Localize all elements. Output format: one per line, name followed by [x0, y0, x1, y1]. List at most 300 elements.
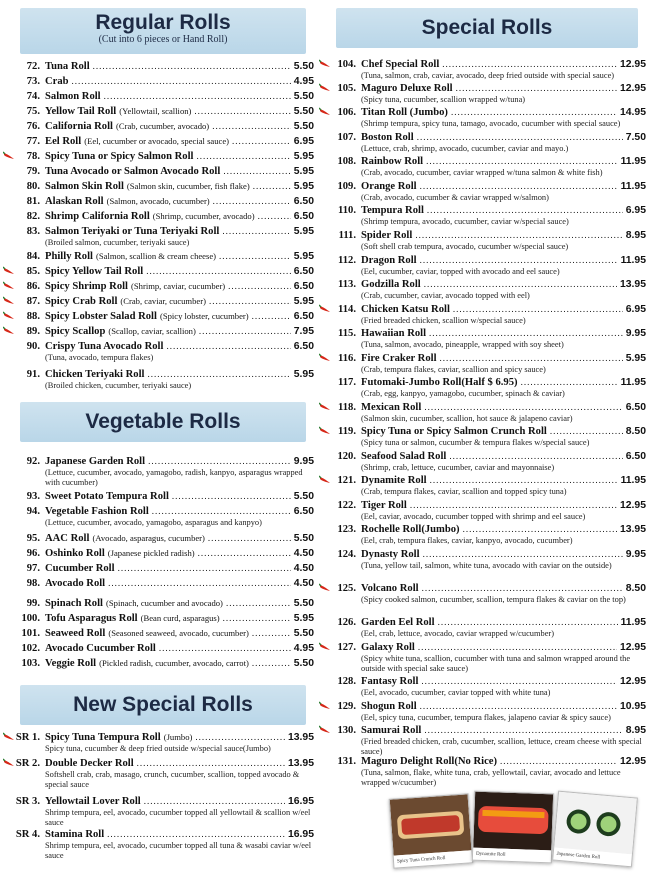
menu-item-line	[326, 254, 646, 267]
item-price: 9.95	[293, 456, 314, 467]
item-price: 11.95	[620, 377, 646, 388]
item-description: (Tuna, yellow tail, salmon, white tuna, avocado with caviar on the outside)	[361, 561, 612, 570]
leader-dots	[424, 401, 622, 413]
item-name: Spinach Roll	[45, 598, 103, 609]
item-name: Galaxy Roll	[361, 642, 415, 653]
item-name: Maguro Deluxe Roll	[361, 83, 453, 94]
item-number: 93.	[26, 491, 40, 502]
menu-item	[10, 265, 314, 278]
menu-item	[10, 657, 314, 670]
leader-dots	[226, 597, 291, 609]
menu-item	[326, 582, 646, 605]
item-description: (Tuna, salmon, avocado, pineapple, wrapped with soy sheet)	[361, 340, 564, 349]
item-inline-description: (Yellowtail, scallion)	[119, 106, 192, 116]
item-description: (Shrimp tempura, avocado, cucumber, caviar w/special sauce)	[361, 217, 569, 226]
menu-item	[326, 278, 646, 301]
item-name: Maguro Delight Roll(No Rice)	[361, 756, 498, 767]
item-number: 82.	[26, 211, 40, 222]
item-price: 6.50	[625, 451, 646, 462]
leader-dots	[422, 582, 623, 594]
item-price: 5.95	[293, 251, 314, 262]
item-inline-description: (Salmon skin, cucumber, fish flake)	[126, 181, 250, 191]
menu-item-line	[326, 376, 646, 389]
item-description: (Crab, avocado, cucumber & caviar wrapped w/salmon)	[361, 193, 549, 202]
item-inline-description: (Pickled radish, cucumber, avocado, carrot)	[99, 658, 249, 668]
item-price: 5.50	[293, 628, 314, 639]
spicy-chili-icon	[319, 642, 331, 651]
menu-item-line	[326, 616, 646, 629]
menu-item	[10, 250, 314, 263]
leader-dots	[208, 532, 291, 544]
menu-item	[10, 325, 314, 338]
item-number: SR 2.	[15, 758, 40, 769]
vegetable-rolls-title: Vegetable Rolls	[85, 410, 241, 433]
menu-item	[10, 90, 314, 103]
leader-dots	[159, 642, 291, 654]
item-name: Fantasy Roll	[361, 676, 419, 687]
menu-item	[10, 105, 314, 118]
leader-dots	[463, 523, 617, 535]
new-special-rolls-header	[20, 685, 306, 725]
menu-item-line	[326, 450, 646, 463]
item-price: 13.95	[619, 524, 646, 535]
item-name: Spicy Yellow Tail Roll	[45, 266, 144, 277]
spicy-chili-icon	[319, 107, 331, 116]
menu-item-line	[10, 627, 314, 640]
menu-item-line	[10, 562, 314, 575]
menu-item	[10, 627, 314, 640]
leader-dots	[451, 106, 617, 118]
item-price: 11.95	[620, 475, 646, 486]
item-price: 4.95	[293, 76, 314, 87]
leader-dots	[219, 250, 291, 262]
item-name: Godzilla Roll	[361, 279, 421, 290]
leader-dots	[429, 327, 623, 339]
item-description: (Tuna, avocado, tempura flakes)	[45, 353, 154, 362]
item-description: (Fried breaded chicken, crab, cucumber, scallion, lettuce, cream cheese with special sauce)	[361, 737, 642, 756]
spicy-chili-icon	[319, 83, 331, 92]
item-price: 8.95	[625, 230, 646, 241]
item-number: 124.	[337, 549, 356, 560]
spicy-chili-icon	[319, 583, 331, 592]
item-name: Tuna Roll	[45, 61, 90, 72]
item-number: 106.	[337, 107, 356, 118]
menu-item-line	[10, 547, 314, 560]
menu-item-line	[10, 120, 314, 133]
leader-dots	[232, 135, 291, 147]
spicy-chili-icon	[319, 475, 331, 484]
item-name: Hawaiian Roll	[361, 328, 427, 339]
leader-dots	[107, 828, 285, 840]
item-name: Samurai Roll	[361, 725, 422, 736]
leader-dots	[118, 562, 291, 574]
item-name: Philly Roll	[45, 251, 93, 262]
leader-dots	[550, 425, 623, 437]
menu-item-line	[10, 150, 314, 163]
item-number: 92.	[26, 456, 40, 467]
leader-dots	[424, 278, 617, 290]
menu-item-line	[326, 106, 646, 119]
leader-dots	[500, 755, 617, 767]
menu-item-line	[10, 165, 314, 178]
item-number: 79.	[26, 166, 40, 177]
leader-dots	[258, 210, 291, 222]
item-name: Spicy Shrimp Roll	[45, 281, 129, 292]
menu-item	[326, 327, 646, 350]
item-number: 91.	[26, 369, 40, 380]
item-description: (Broiled chicken, cucumber, teriyaki sauce)	[45, 381, 192, 390]
item-price: 5.95	[293, 181, 314, 192]
item-number: 86.	[26, 281, 40, 292]
item-description: (Lettuce, cucumber, avocado, yamagobo, radish, kanpyo, asparagus wrapped with cucumber)	[45, 468, 303, 487]
menu-item	[326, 58, 646, 81]
spicy-chili-icon	[3, 326, 15, 335]
item-price: 5.50	[293, 91, 314, 102]
item-name: Tiger Roll	[361, 500, 407, 511]
leader-dots	[194, 105, 290, 117]
item-number: 131.	[337, 756, 356, 767]
item-description: (Crab, cucumber, caviar, avocado topped with eel)	[361, 291, 530, 300]
menu-item-line	[10, 135, 314, 148]
menu-item	[10, 195, 314, 208]
item-number: 114.	[338, 304, 356, 315]
item-number: 130.	[337, 725, 356, 736]
menu-item-line	[326, 474, 646, 487]
item-number: 104.	[337, 59, 356, 70]
menu-item-line	[10, 225, 314, 238]
menu-item-line	[10, 490, 314, 503]
item-name: Chicken Teriyaki Roll	[45, 369, 145, 380]
item-name: Sweet Potato Tempura Roll	[45, 491, 169, 502]
item-price: 5.95	[293, 613, 314, 624]
item-name: Tofu Asparagus Roll	[45, 613, 138, 624]
menu-item-line	[10, 250, 314, 263]
spicy-chili-icon	[319, 304, 331, 313]
item-number: 89.	[26, 326, 40, 337]
menu-item-line	[10, 325, 314, 338]
item-number: 80.	[26, 181, 40, 192]
item-number: 85.	[26, 266, 40, 277]
item-number: 123.	[337, 524, 356, 535]
leader-dots	[195, 731, 285, 743]
menu-item	[10, 310, 314, 323]
item-name: Seafood Salad Roll	[361, 451, 447, 462]
item-description: (Eel, crab, tempura flakes, caviar, kanpyo, avocado, cucumber)	[361, 536, 573, 545]
sushi-image	[473, 792, 553, 851]
item-price: 5.50	[293, 533, 314, 544]
item-description: (Eel, crab, lettuce, avocado, caviar wrapped w/cucumber)	[361, 629, 554, 638]
leader-dots	[521, 376, 618, 388]
menu-item-line	[10, 612, 314, 625]
item-name: Spicy Tuna or Spicy Salmon Crunch Roll	[361, 426, 547, 437]
item-number: 128.	[337, 676, 356, 687]
item-name: Chicken Katsu Roll	[361, 304, 450, 315]
item-name: Crab	[45, 76, 69, 87]
menu-item	[326, 641, 646, 673]
menu-item	[326, 303, 646, 326]
leader-dots	[152, 505, 291, 517]
menu-item	[326, 450, 646, 473]
item-inline-description: (Japanese pickled radish)	[107, 548, 195, 558]
menu-item	[10, 135, 314, 148]
menu-item	[10, 731, 314, 754]
menu-item	[326, 204, 646, 227]
leader-dots	[104, 90, 291, 102]
menu-item	[10, 642, 314, 655]
item-name: Garden Eel Roll	[361, 617, 435, 628]
item-inline-description: (Shrimp, caviar, cucumber)	[131, 281, 226, 291]
item-price: 12.95	[619, 642, 646, 653]
item-number: 88.	[26, 311, 40, 322]
item-price: 6.50	[293, 266, 314, 277]
item-inline-description: (Spinach, cucumber and avocado)	[106, 598, 223, 608]
item-description: (Lettuce, crab, shrimp, avocado, cucumber, caviar and mayo.)	[361, 144, 569, 153]
item-description: (Lettuce, cucumber, avocado, yamagobo, asparagus and kanpyo)	[45, 518, 262, 527]
menu-item-line	[10, 577, 314, 590]
item-price: 13.95	[287, 732, 314, 743]
item-price: 8.50	[625, 426, 646, 437]
menu-item	[10, 225, 314, 248]
item-price: 12.95	[619, 676, 646, 687]
item-price: 8.95	[625, 725, 646, 736]
item-name: Crispy Tuna Avocado Roll	[45, 341, 164, 352]
menu-item	[326, 106, 646, 129]
menu-item-line	[10, 280, 314, 293]
item-inline-description: (Spicy lobster, cucumber)	[159, 311, 249, 321]
item-name: Shogun Roll	[361, 701, 417, 712]
item-name: California Roll	[45, 121, 113, 132]
item-price: 4.50	[293, 578, 314, 589]
item-number: 116.	[338, 353, 356, 364]
item-name: Tempura Roll	[361, 205, 424, 216]
item-number: 118.	[338, 402, 356, 413]
menu-item-line	[326, 82, 646, 95]
menu-item	[10, 368, 314, 391]
item-number: 113.	[338, 279, 356, 290]
item-description: (Crab, tempura flakes, caviar, scallion and spicy sauce)	[361, 365, 546, 374]
item-description: (Eel, spicy tuna, cucumber, tempura flakes, jalapeno caviar & spicy sauce)	[361, 713, 611, 722]
menu-item	[326, 376, 646, 399]
item-inline-description: (Crab, cucumber, avocado)	[115, 121, 210, 131]
item-description: Softshell crab, crab, masago, crunch, cucumber, scallion, topped avocado & special sauce	[45, 770, 300, 789]
item-price: 7.95	[293, 326, 314, 337]
menu-item-line	[10, 265, 314, 278]
item-number: 87.	[26, 296, 40, 307]
item-number: 100.	[21, 613, 40, 624]
menu-item-line	[326, 700, 646, 713]
menu-item-line	[10, 295, 314, 308]
item-name: Titan Roll (Jumbo)	[361, 107, 448, 118]
photo-spicy-tuna-crunch-roll	[389, 793, 474, 868]
item-price: 10.95	[619, 701, 646, 712]
item-number: 117.	[338, 377, 356, 388]
leader-dots	[108, 577, 291, 589]
item-number: 81.	[26, 196, 40, 207]
photo-caption: Dynamite Roll	[475, 851, 506, 858]
menu-item	[10, 210, 314, 223]
item-number: 75.	[26, 106, 40, 117]
item-name: Spider Roll	[361, 230, 413, 241]
item-number: 74.	[26, 91, 40, 102]
item-price: 8.50	[625, 583, 646, 594]
spicy-chili-icon	[319, 402, 331, 411]
menu-item	[10, 340, 314, 363]
item-description: (Salmon skin, cucumber, scallion, hot sauce & jalapeno caviar)	[361, 414, 573, 423]
spicy-chili-icon	[319, 426, 331, 435]
item-name: Vegetable Fashion Roll	[45, 506, 149, 517]
leader-dots	[196, 150, 290, 162]
menu-item	[326, 523, 646, 546]
leader-dots	[418, 641, 617, 653]
item-price: 5.95	[293, 226, 314, 237]
leader-dots	[252, 310, 291, 322]
spicy-chili-icon	[3, 281, 15, 290]
menu-item-line	[326, 204, 646, 217]
item-number: 122.	[337, 500, 356, 511]
menu-item-line	[10, 310, 314, 323]
menu-item	[326, 131, 646, 154]
item-number: 119.	[338, 426, 356, 437]
item-number: 107.	[337, 132, 356, 143]
leader-dots	[222, 225, 290, 237]
item-name: Tuna Avocado or Salmon Avocado Roll	[45, 166, 221, 177]
item-number: 105.	[337, 83, 356, 94]
leader-dots	[223, 165, 290, 177]
item-price: 13.95	[287, 758, 314, 769]
menu-item	[10, 505, 314, 528]
item-name: Boston Roll	[361, 132, 414, 143]
item-name: Shrimp California Roll	[45, 211, 150, 222]
leader-dots	[213, 195, 291, 207]
leader-dots	[423, 548, 623, 560]
spicy-chili-icon	[3, 151, 15, 160]
leader-dots	[166, 340, 290, 352]
item-price: 6.50	[625, 402, 646, 413]
item-number: 83.	[26, 226, 40, 237]
item-name: Seaweed Roll	[45, 628, 106, 639]
item-number: SR 3.	[15, 796, 40, 807]
item-number: 96.	[26, 548, 40, 559]
item-inline-description: (Avocado, asparagus, cucumber)	[92, 533, 205, 543]
menu-item-line	[326, 425, 646, 438]
item-name: Oshinko Roll	[45, 548, 105, 559]
item-price: 7.50	[625, 132, 646, 143]
menu-item	[326, 675, 646, 698]
leader-dots	[223, 612, 291, 624]
item-price: 12.95	[619, 59, 646, 70]
item-price: 6.95	[625, 304, 646, 315]
leader-dots	[148, 455, 291, 467]
item-number: 120.	[337, 451, 356, 462]
leader-dots	[417, 131, 623, 143]
leader-dots	[449, 450, 622, 462]
item-price: 13.95	[619, 279, 646, 290]
leader-dots	[453, 303, 623, 315]
menu-item	[10, 280, 314, 293]
leader-dots	[198, 547, 291, 559]
menu-item-line	[326, 278, 646, 291]
sushi-image	[390, 794, 472, 855]
menu-item-line	[10, 642, 314, 655]
item-inline-description: (Crab, caviar, cucumber)	[120, 296, 206, 306]
menu-item	[10, 577, 314, 590]
item-name: Volcano Roll	[361, 583, 419, 594]
item-description: (Broiled salmon, cucumber, teriyaki sauce)	[45, 238, 190, 247]
menu-item-line	[10, 368, 314, 381]
leader-dots	[420, 180, 618, 192]
menu-item-line	[326, 131, 646, 144]
menu-item	[10, 165, 314, 178]
menu-item-line	[10, 90, 314, 103]
item-price: 6.95	[293, 136, 314, 147]
photo-caption: Japanese Garden Roll	[556, 851, 601, 861]
item-number: 90.	[26, 341, 40, 352]
item-price: 6.50	[293, 311, 314, 322]
leader-dots	[440, 352, 623, 364]
menu-item	[10, 120, 314, 133]
menu-item	[10, 562, 314, 575]
menu-item	[326, 755, 646, 787]
menu-item-line	[326, 523, 646, 536]
menu-item	[10, 455, 314, 487]
menu-item-line	[10, 180, 314, 193]
menu-item-line	[326, 499, 646, 512]
item-name: Dynasty Roll	[361, 549, 420, 560]
special-rolls-header	[336, 8, 638, 48]
menu-item-line	[10, 532, 314, 545]
regular-rolls-title: Regular Rolls	[95, 11, 231, 34]
item-description: (Shrimp tempura, spicy tuna, tamago, avocado, cucumber with special sauce)	[361, 119, 621, 128]
item-description: (Fried breaded chicken, scallion w/special sauce)	[361, 316, 526, 325]
leader-dots	[426, 155, 617, 167]
leader-dots	[252, 627, 291, 639]
item-price: 5.95	[293, 369, 314, 380]
item-number: 108.	[337, 156, 356, 167]
item-number: 111.	[338, 230, 356, 241]
spicy-chili-icon	[319, 59, 331, 68]
leader-dots	[420, 700, 617, 712]
menu-item	[326, 499, 646, 522]
spicy-chili-icon	[3, 311, 15, 320]
item-name: Veggie Roll	[45, 658, 97, 669]
menu-item	[326, 229, 646, 252]
item-number: 94.	[26, 506, 40, 517]
leader-dots	[93, 60, 291, 72]
menu-item	[326, 616, 646, 639]
menu-item-line	[10, 657, 314, 670]
item-name: Dynamite Roll	[361, 475, 427, 486]
regular-rolls-subtitle: (Cut into 6 pieces or Hand Roll)	[98, 34, 228, 45]
item-inline-description: (Seasoned seaweed, avocado, cucumber)	[108, 628, 249, 638]
spicy-chili-icon	[319, 353, 331, 362]
item-name: Spicy Lobster Salad Roll	[45, 311, 157, 322]
item-number: 109.	[337, 181, 356, 192]
item-price: 4.50	[293, 563, 314, 574]
item-number: 125.	[337, 583, 356, 594]
leader-dots	[427, 204, 623, 216]
item-number: 127.	[337, 642, 356, 653]
item-price: 11.95	[620, 156, 646, 167]
item-description: (Eel, cucumber, caviar, topped with avocado and eel sauce)	[361, 267, 560, 276]
menu-item	[326, 155, 646, 178]
item-number: 95.	[26, 533, 40, 544]
item-name: Mexican Roll	[361, 402, 422, 413]
item-number: 76.	[26, 121, 40, 132]
menu-item-line	[10, 731, 314, 744]
leader-dots	[420, 254, 618, 266]
item-name: Spicy Scallop	[45, 326, 106, 337]
item-number: 110.	[338, 205, 356, 216]
